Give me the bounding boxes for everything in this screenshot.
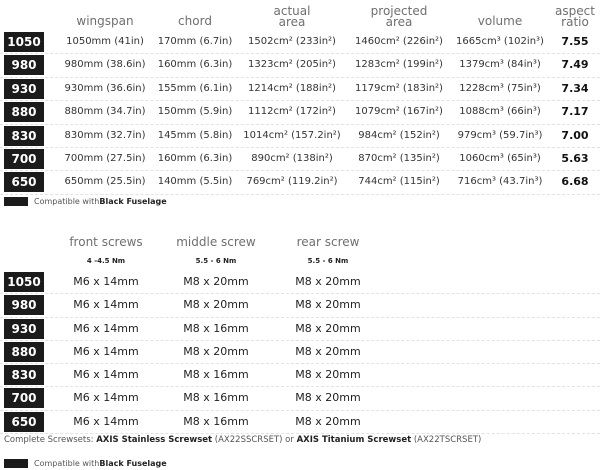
cell-projected-area: 744cm² (115in²) — [358, 176, 440, 188]
cell-projected-area: 984cm² (152in²) — [358, 129, 440, 141]
screw-row-830 — [0, 364, 600, 387]
cell-middle-screw: M8 x 20mm — [183, 275, 249, 288]
size-badge: 830 — [4, 126, 44, 146]
cell-actual-area: 1323cm² (205in²) — [248, 59, 336, 71]
cell-rear-screw: M8 x 20mm — [295, 344, 361, 358]
size-badge: 830 — [4, 365, 44, 385]
cell-front-screw: M6 x 14mm — [73, 391, 139, 405]
cell-volume: 716cm³ (43.7in³) — [457, 176, 543, 188]
compatibility-legend — [4, 195, 167, 207]
screwset-note — [4, 435, 481, 445]
cell-chord: 160mm (6.3in) — [157, 152, 233, 164]
cell-actual-area: 1112cm² (172in²) — [248, 106, 336, 118]
titanium-screwset-code: (AX22TSCRSET) — [411, 435, 482, 445]
compatibility-legend-bottom — [4, 457, 167, 469]
cell-aspect-ratio: 7.49 — [561, 58, 589, 72]
header-projected-area: projected area — [370, 4, 428, 29]
cell-projected-area: 870cm² (135in²) — [358, 152, 440, 164]
cell-front-screw: M6 x 14mm — [73, 344, 139, 358]
size-badge: 650 — [4, 412, 44, 432]
cell-actual-area: 1502cm² (233in²) — [248, 36, 336, 47]
cell-rear-screw: M8 x 20mm — [295, 391, 361, 405]
cell-wingspan: 980mm (38.6in) — [64, 59, 146, 71]
cell-middle-screw: M8 x 16mm — [183, 368, 249, 382]
size-badge: 1050 — [4, 32, 44, 52]
cell-aspect-ratio: 7.55 — [561, 35, 589, 48]
spec-row-1050 — [0, 31, 600, 54]
cell-volume: 1228cm³ (75in³) — [459, 82, 541, 94]
spec-table-body — [0, 31, 600, 195]
header-wingspan: wingspan — [76, 14, 134, 28]
screw-row-880 — [0, 341, 600, 364]
cell-front-screw: M6 x 14mm — [73, 275, 139, 288]
cell-rear-screw: M8 x 20mm — [295, 368, 361, 382]
legend-bold: Black Fuselage — [99, 196, 167, 206]
cell-chord: 160mm (6.3in) — [157, 59, 233, 71]
cell-aspect-ratio: 6.68 — [561, 175, 589, 189]
screw-row-1050 — [0, 271, 600, 294]
size-badge: 980 — [4, 295, 44, 315]
spec-row-650 — [0, 171, 600, 194]
cell-volume: 1060cm³ (65in³) — [459, 152, 541, 164]
spec-table-header — [0, 0, 600, 28]
cell-wingspan: 650mm (25.5in) — [64, 176, 146, 188]
cell-middle-screw: M8 x 20mm — [183, 344, 249, 358]
cell-wingspan: 830mm (32.7in) — [64, 129, 146, 141]
spec-row-930 — [0, 78, 600, 101]
cell-actual-area: 1014cm² (157.2in²) — [243, 129, 341, 141]
size-badge: 700 — [4, 149, 44, 169]
cell-projected-area: 1179cm² (183in²) — [355, 82, 443, 94]
size-badge: 930 — [4, 319, 44, 339]
cell-middle-screw: M8 x 20mm — [183, 298, 249, 312]
header-chord: chord — [178, 14, 212, 28]
torque-rear: 5.5 - 6 Nm — [307, 257, 349, 265]
header-middle-screw: middle screw — [176, 235, 256, 249]
cell-actual-area: 890cm² (138in²) — [251, 152, 333, 164]
torque-middle: 5.5 - 6 Nm — [195, 257, 237, 265]
cell-aspect-ratio: 7.17 — [561, 105, 589, 119]
cell-wingspan: 930mm (36.6in) — [64, 82, 146, 94]
header-actual-area: actual area — [273, 4, 311, 29]
spec-row-830 — [0, 125, 600, 148]
spec-row-880 — [0, 101, 600, 124]
header-rear-screw: rear screw — [296, 235, 360, 249]
cell-middle-screw: M8 x 16mm — [183, 321, 249, 335]
header-volume: volume — [477, 14, 523, 28]
cell-front-screw: M6 x 14mm — [73, 414, 139, 428]
black-fuselage-swatch — [4, 459, 28, 468]
size-badge: 880 — [4, 342, 44, 362]
cell-chord: 150mm (5.9in) — [157, 106, 233, 118]
screw-table-body — [0, 271, 600, 434]
legend-prefix: Compatible with — [34, 458, 100, 468]
cell-wingspan: 1050mm (41in) — [66, 36, 144, 47]
cell-aspect-ratio: 7.00 — [561, 128, 589, 142]
screw-row-980 — [0, 294, 600, 317]
cell-middle-screw: M8 x 16mm — [183, 391, 249, 405]
cell-projected-area: 1460cm² (226in²) — [355, 36, 443, 47]
black-fuselage-swatch — [4, 197, 28, 206]
torque-front: 4 -4.5 Nm — [86, 257, 126, 265]
cell-projected-area: 1079cm² (167in²) — [355, 106, 443, 118]
cell-rear-screw: M8 x 20mm — [295, 275, 361, 288]
header-front-screws: front screws — [69, 235, 143, 249]
screw-row-700 — [0, 387, 600, 410]
cell-front-screw: M6 x 14mm — [73, 368, 139, 382]
spec-row-700 — [0, 148, 600, 171]
cell-chord: 140mm (5.5in) — [157, 176, 233, 188]
cell-rear-screw: M8 x 20mm — [295, 414, 361, 428]
screw-table-header — [0, 235, 600, 271]
cell-actual-area: 1214cm² (188in²) — [248, 82, 336, 94]
cell-actual-area: 769cm² (119.2in²) — [246, 176, 338, 188]
cell-wingspan: 700mm (27.5in) — [64, 152, 146, 164]
cell-aspect-ratio: 7.34 — [561, 81, 589, 95]
cell-volume: 1088cm³ (66in³) — [459, 106, 541, 118]
titanium-screwset-name: AXIS Titanium Screwset — [296, 435, 412, 445]
screwset-prefix: Complete Screwsets: — [4, 435, 97, 445]
cell-chord: 145mm (5.8in) — [157, 129, 233, 141]
size-badge: 650 — [4, 172, 44, 192]
size-badge: 700 — [4, 388, 44, 408]
screw-row-930 — [0, 318, 600, 341]
cell-wingspan: 880mm (34.7in) — [64, 106, 146, 118]
stainless-screwset-code: (AX22SSCRSET) or — [212, 435, 297, 445]
stainless-screwset-name: AXIS Stainless Screwset — [96, 435, 213, 445]
cell-chord: 155mm (6.1in) — [157, 82, 233, 94]
cell-volume: 1665cm³ (102in³) — [456, 36, 544, 47]
cell-chord: 170mm (6.7in) — [157, 36, 233, 47]
header-aspect-ratio: aspect ratio — [555, 4, 595, 29]
cell-volume: 979cm³ (59.7in³) — [457, 129, 543, 141]
size-badge: 980 — [4, 55, 44, 75]
cell-projected-area: 1283cm² (199in²) — [355, 59, 443, 71]
screw-row-650 — [0, 411, 600, 434]
legend-prefix: Compatible with — [34, 196, 100, 206]
cell-front-screw: M6 x 14mm — [73, 321, 139, 335]
cell-middle-screw: M8 x 16mm — [183, 414, 249, 428]
cell-front-screw: M6 x 14mm — [73, 298, 139, 312]
size-badge: 1050 — [4, 272, 44, 292]
cell-volume: 1379cm³ (84in³) — [459, 59, 541, 71]
cell-aspect-ratio: 5.63 — [561, 151, 589, 165]
spec-row-980 — [0, 54, 600, 77]
cell-rear-screw: M8 x 20mm — [295, 321, 361, 335]
cell-rear-screw: M8 x 20mm — [295, 298, 361, 312]
size-badge: 930 — [4, 79, 44, 99]
legend-bold: Black Fuselage — [99, 458, 167, 468]
size-badge: 880 — [4, 102, 44, 122]
